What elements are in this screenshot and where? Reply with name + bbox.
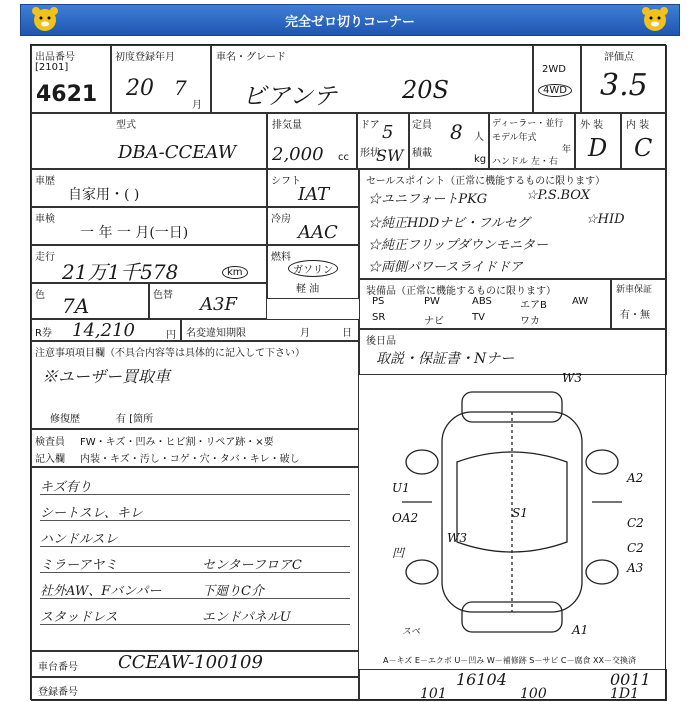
color-code-cell — [149, 283, 267, 319]
inspector-label: 検査員 — [35, 437, 65, 448]
load-label: 積載 — [412, 148, 432, 159]
interior-label: 内 装 — [626, 120, 650, 131]
history-cell — [31, 169, 267, 207]
reg-label: 初度登録年月 — [115, 52, 175, 63]
fuel-cell — [267, 245, 359, 299]
damage-mark: OA2 — [392, 511, 419, 525]
body-label: 形状 — [360, 148, 380, 159]
model-value: ビアンテ — [242, 82, 338, 110]
dealer-label: ディーラー・並行 — [492, 119, 564, 129]
damage-legend: A－キズ E－エクボ U－凹み W－補修跡 S－サビ C－腐食 XX－交換済 — [383, 656, 637, 665]
remark: 下廻りC介 — [202, 584, 264, 599]
damage-mark: A1 — [572, 623, 589, 637]
color-cell — [31, 283, 149, 319]
r-cell — [31, 319, 181, 341]
wheel-rr — [586, 560, 618, 584]
fuel-label: 燃料 — [271, 252, 291, 263]
mileage-label: 走行 — [35, 252, 55, 263]
score-label: 評価点 — [604, 52, 634, 63]
codes-cell — [359, 669, 667, 701]
type-cell — [31, 113, 267, 169]
fuel-other: 軽 油 — [296, 284, 320, 295]
remark: スタッドレス — [40, 610, 118, 625]
exterior-value: D — [588, 134, 608, 162]
inspect-value: 一 年 一 月(一日) — [80, 225, 189, 241]
doors-label: ドア — [360, 120, 380, 131]
damage-mark: 凹 — [392, 546, 405, 560]
exterior-cell — [575, 113, 621, 169]
color-code-value: A3F — [200, 294, 237, 315]
damage-mark: A3 — [627, 561, 644, 575]
type-label: 型式 — [116, 120, 136, 131]
remark: センターフロアC — [202, 558, 302, 573]
damage-mark: W3 — [447, 531, 467, 545]
history-value: 自家用・( ) — [68, 187, 140, 203]
score-cell — [581, 45, 667, 113]
remark: ミラーアヤミ — [40, 558, 118, 573]
color-code-label: 色替 — [153, 290, 173, 301]
model-year-label: モデル年式 — [492, 133, 537, 143]
damage-mark: C2 — [627, 516, 644, 530]
equip-item: PS — [372, 296, 385, 307]
code-e: 1D1 — [610, 686, 640, 702]
back-label: 後日品 — [366, 336, 396, 347]
color-value: 7A — [62, 294, 90, 318]
code-b: 0011 — [610, 670, 651, 689]
new-warranty-cell — [611, 279, 667, 329]
history-label: 車歴 — [35, 176, 55, 187]
remark: 社外AW、Fバンパー — [40, 584, 162, 599]
repair-value: 有 [箇所 — [116, 414, 154, 425]
disp-unit: cc — [338, 152, 349, 163]
interior-value: C — [634, 134, 653, 162]
damage-mark: A2 — [627, 471, 644, 485]
shift-cell — [267, 169, 359, 207]
sales-point: ☆純正HDDナビ・フルセグ — [368, 216, 530, 231]
repair-label: 修復歴 — [50, 414, 80, 425]
remark: シートスレ、キレ — [40, 506, 143, 521]
bear-icon — [640, 4, 670, 34]
fuel-selected: ガソリン — [288, 260, 338, 277]
chassis-value: CCEAW-100109 — [118, 652, 263, 673]
notes-cell — [31, 341, 359, 429]
notes-label: 注意事項項目欄（不具合内容等は具体的に記入して下さい） — [35, 348, 305, 359]
lot-number: 4621 — [36, 82, 98, 107]
type-value: DBA-CCEAW — [118, 142, 237, 163]
remarks-cell — [31, 467, 359, 651]
new-warranty-label: 新車保証 — [616, 285, 653, 295]
equip-item: エアB — [520, 300, 547, 311]
car-diagram — [362, 372, 662, 652]
damage-mark: S1 — [512, 506, 528, 520]
name-change-day: 日 — [342, 328, 352, 339]
dealer-cell — [489, 113, 575, 169]
equipment-label: 装備品（正常に機能するものに限ります） — [366, 286, 556, 297]
inspector-cell — [31, 429, 359, 467]
handle-label: ハンドル 左・右 — [492, 157, 558, 167]
equip-item: PW — [424, 296, 440, 307]
inspect-label: 車検 — [35, 214, 55, 225]
sales-point: ☆両側パワースライドドア — [368, 260, 523, 275]
exterior-label: 外 装 — [580, 120, 604, 131]
equip-item: ナビ — [424, 316, 444, 327]
equip-item: TV — [472, 312, 485, 323]
inspector-row2: 内装・キズ・汚し・コゲ・穴・タバ・キレ・破し — [80, 454, 300, 465]
remark: エンドパネルU — [202, 610, 291, 625]
r-label: R券 — [35, 328, 52, 339]
disp-value: 2,000 — [272, 144, 324, 165]
r-value: 14,210 — [72, 320, 135, 341]
ac-cell — [267, 207, 359, 245]
shift-value: IAT — [298, 184, 330, 205]
back-value: 取説・保証書・Nナー — [376, 351, 515, 367]
new-warranty-value: 有・無 — [620, 310, 650, 321]
code-d: 100 — [520, 686, 547, 702]
code-c: 101 — [420, 686, 447, 702]
model-label: 車名・グレード — [216, 52, 286, 63]
equip-item: SR — [372, 312, 386, 323]
disp-cell — [267, 113, 357, 169]
ac-value: AAC — [298, 222, 338, 243]
body-value: SW — [376, 146, 404, 165]
entry-label: 記入欄 — [35, 454, 65, 465]
equip-item: AW — [572, 296, 589, 307]
mileage-unit: km — [222, 266, 248, 279]
sales-point: ☆P.S.BOX — [526, 188, 590, 203]
equip-item: ワカ — [520, 316, 540, 327]
code-a: 16104 — [456, 670, 507, 689]
remark: ハンドルスレ — [40, 532, 118, 547]
r-unit: 円 — [166, 330, 176, 341]
damage-mark: U1 — [392, 481, 410, 495]
damage-mark: スペ — [402, 627, 421, 637]
sales-point: ☆HID — [586, 212, 625, 227]
cap-value: 8 — [450, 120, 463, 144]
disp-label: 排気量 — [272, 120, 302, 131]
wheel-fr — [586, 450, 618, 474]
equip-item: ABS — [472, 296, 492, 307]
reg-month-label: 月 — [192, 100, 202, 111]
reg-value: 20 — [126, 76, 154, 101]
remark: キズ有り — [40, 480, 92, 495]
grade-value: 20S — [402, 76, 449, 104]
wheel-rl — [406, 560, 438, 584]
lot-label: 出品番号 — [35, 52, 75, 63]
banner-title: 完全ゼロ切りコーナー — [20, 4, 680, 36]
name-change-month: 月 — [300, 328, 310, 339]
chassis-cell — [31, 651, 359, 677]
color-label: 色 — [35, 290, 45, 301]
interior-cell — [621, 113, 667, 169]
back-cell — [359, 329, 667, 375]
inspector-row1: FW・キズ・凹み・ヒビ割・リペア跡・×要 — [80, 437, 274, 448]
equipment-cell — [359, 279, 611, 329]
score-value: 3.5 — [600, 68, 648, 103]
sales-label: セールスポイント（正常に機能するものに限ります） — [366, 176, 606, 187]
mileage-value: 21万1千578 — [62, 260, 179, 284]
mileage-cell — [31, 245, 267, 283]
drive-4wd: 4WD — [538, 84, 572, 97]
sales-cell — [359, 169, 667, 279]
inspect-cell — [31, 207, 267, 245]
model-cell — [211, 45, 533, 113]
damage-mark: W3 — [562, 372, 582, 385]
bear-icon — [30, 4, 60, 34]
year-unit: 年 — [562, 145, 572, 155]
load-unit: kg — [474, 154, 487, 165]
notes-value: ※ユーザー買取車 — [42, 367, 171, 386]
cap-label: 定員 — [412, 120, 432, 131]
cap-cell — [409, 113, 489, 169]
drive-cell — [533, 45, 581, 113]
sales-point: ☆純正フリップダウンモニター — [368, 238, 549, 253]
reg-number-cell — [31, 677, 359, 701]
wheel-fl — [406, 450, 438, 474]
sales-point: ☆ユニフォートPKG — [368, 192, 488, 207]
reg-number-label: 登録番号 — [38, 687, 78, 698]
damage-mark: C2 — [627, 541, 644, 555]
doors-value: 5 — [382, 122, 394, 143]
ac-label: 冷房 — [271, 214, 291, 225]
cap-unit: 人 — [474, 132, 484, 143]
lot-sub: [2101] — [35, 62, 69, 73]
name-change-cell — [181, 319, 359, 341]
drive-2wd: 2WD — [542, 64, 566, 75]
chassis-label: 車台番号 — [38, 662, 78, 673]
reg-month: 7 — [174, 76, 187, 100]
name-change-label: 名変違知期限 — [186, 328, 246, 339]
shift-label: シフト — [271, 176, 301, 187]
lot-cell — [31, 45, 111, 113]
reg-cell — [111, 45, 211, 113]
doors-cell — [357, 113, 409, 169]
